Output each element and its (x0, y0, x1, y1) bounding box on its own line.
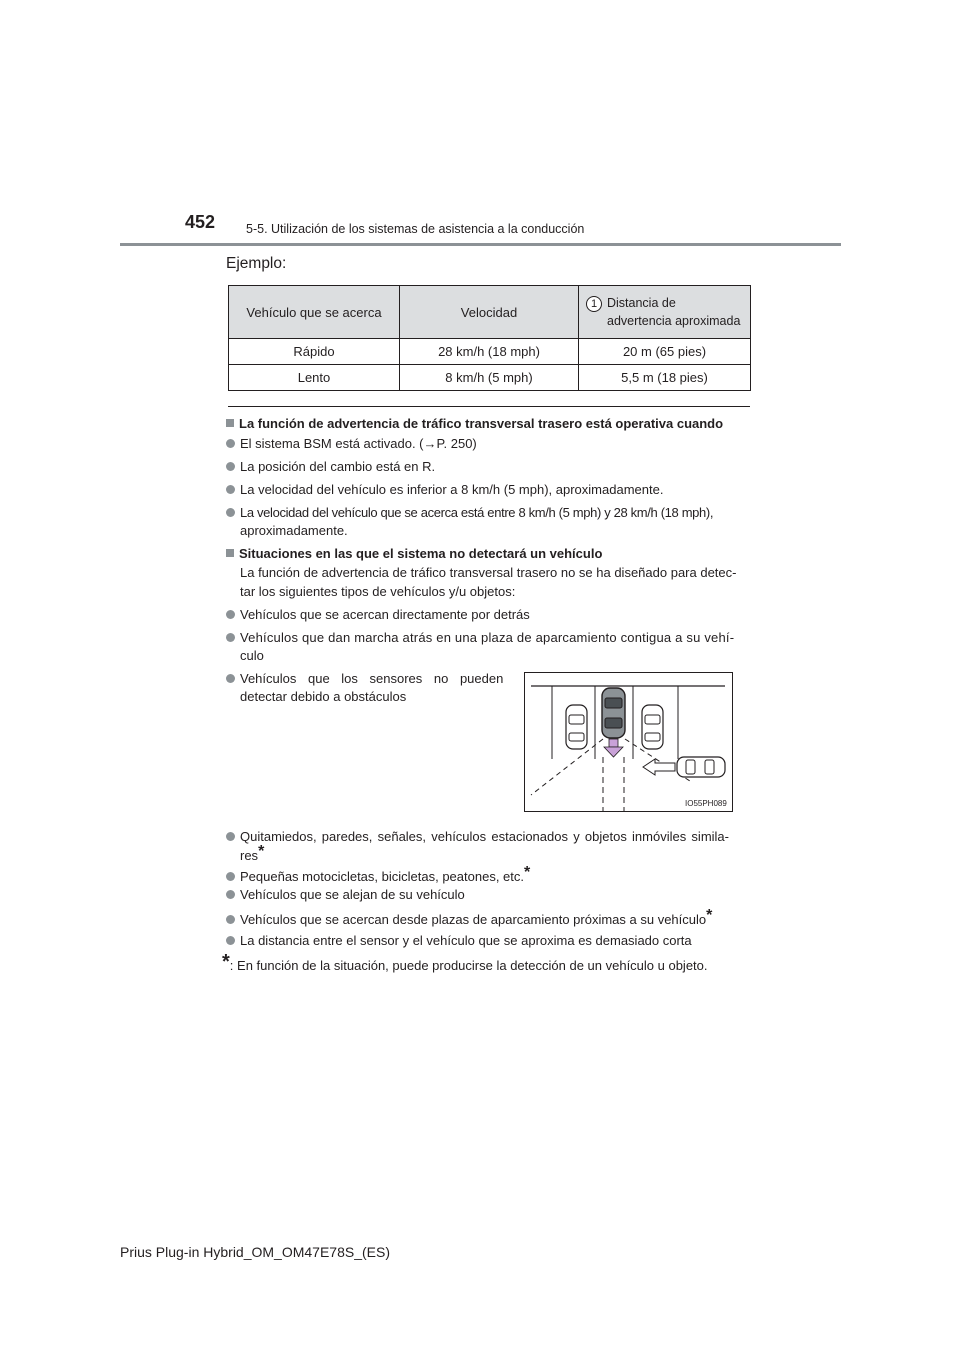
round-bullet-icon (226, 610, 235, 619)
list-item: El sistema BSM está activado. (→P. 250) (226, 434, 477, 453)
table-cell: 20 m (65 pies) (579, 339, 751, 365)
parking-diagram (525, 673, 732, 811)
section-divider (228, 406, 750, 407)
list-item-continuation: detectar debido a obstáculos (240, 689, 407, 704)
round-bullet-icon (226, 936, 235, 945)
round-bullet-icon (226, 872, 235, 881)
page-number: 452 (185, 212, 216, 232)
section-heading: La función de advertencia de tráfico transversal trasero está operativa cuando (226, 414, 723, 433)
paragraph-line: La función de advertencia de tráfico transversal trasero no se ha diseñado para detec- (240, 565, 737, 580)
table-row (229, 339, 751, 365)
round-bullet-icon (226, 633, 235, 642)
list-item: Vehículos que los sensores no pueden (226, 669, 503, 688)
list-item: La posición del cambio está en R. (226, 457, 435, 476)
header-dist-line2: advertencia aproximada (607, 314, 741, 328)
round-bullet-icon (226, 674, 235, 683)
list-item: La velocidad del vehículo es inferior a 8 km/h (5 mph), aproximadamente. (226, 480, 663, 499)
list-item: Pequeñas motocicletas, bicicletas, peatones, etc.* (226, 863, 530, 886)
parked-car-right-icon (642, 705, 663, 749)
own-car-icon (602, 688, 625, 738)
square-bullet-icon (226, 549, 234, 557)
list-item-continuation: aproximadamente. (240, 523, 348, 538)
parked-car-left-icon (566, 705, 587, 749)
section-title: 5-5. Utilización de los sistemas de asistencia a la conducción (246, 222, 585, 236)
list-item-continuation: culo (240, 648, 264, 663)
footnote-mark: * (524, 864, 531, 881)
header-dist-line1: Distancia de (607, 296, 676, 310)
list-item: Vehículos que dan marcha atrás en una plaza de aparcamiento contigua a su vehí- (226, 628, 734, 647)
example-label: Ejemplo: (226, 255, 287, 272)
round-bullet-icon (226, 485, 235, 494)
footnote (222, 953, 708, 975)
list-item: Quitamiedos, paredes, señales, vehículos estacionados y objetos inmóviles simila- (226, 827, 729, 846)
callout-number-badge: 1 (586, 296, 602, 312)
round-bullet-icon (226, 915, 235, 924)
table-header-cell: Vehículo que se acerca (229, 286, 400, 339)
list-item-continuation: res* (240, 843, 265, 863)
round-bullet-icon (226, 508, 235, 517)
table-cell: 8 km/h (5 mph) (400, 365, 579, 391)
section-heading: Situaciones en las que el sistema no detectará un vehículo (226, 544, 602, 563)
round-bullet-icon (226, 439, 235, 448)
list-item: Vehículos que se acercan directamente por detrás (226, 605, 530, 624)
parking-diagram-figure (524, 672, 733, 812)
table-cell: 28 km/h (18 mph) (400, 339, 579, 365)
table-header-row (229, 286, 751, 339)
round-bullet-icon (226, 890, 235, 899)
square-bullet-icon (226, 419, 234, 427)
table-header-cell (579, 286, 751, 339)
footnote-mark: * (222, 951, 230, 973)
table-cell: Rápido (229, 339, 400, 365)
round-bullet-icon (226, 462, 235, 471)
footnote-text: : En función de la situación, puede producirse la detección de un vehículo u objeto. (229, 958, 708, 973)
footer-manual-id: Prius Plug-in Hybrid_OM_OM47E78S_(ES) (120, 1244, 390, 1260)
reverse-direction-arrow-icon (604, 739, 623, 757)
footnote-mark: * (258, 843, 265, 860)
warning-distance-table (228, 285, 751, 391)
footnote-mark: * (706, 907, 713, 924)
round-bullet-icon (226, 832, 235, 841)
table-cell: 5,5 m (18 pies) (579, 365, 751, 391)
paragraph-line: tar los siguientes tipos de vehículos y/u objetos: (240, 584, 516, 599)
table-cell: Lento (229, 365, 400, 391)
approaching-car-icon (677, 757, 725, 777)
header-rule (120, 243, 841, 246)
table-row (229, 365, 751, 391)
list-item: Vehículos que se acercan desde plazas de aparcamiento próximas a su vehículo* (226, 906, 712, 929)
table-header-cell: Velocidad (400, 286, 579, 339)
list-item: Vehículos que se alejan de su vehículo (226, 885, 465, 904)
figure-code: IO55PH089 (685, 799, 727, 808)
list-item: La velocidad del vehículo que se acerca está entre 8 km/h (5 mph) y 28 km/h (18 mph), (226, 503, 713, 522)
list-item: La distancia entre el sensor y el vehículo que se aproxima es demasiado corta (226, 931, 692, 950)
